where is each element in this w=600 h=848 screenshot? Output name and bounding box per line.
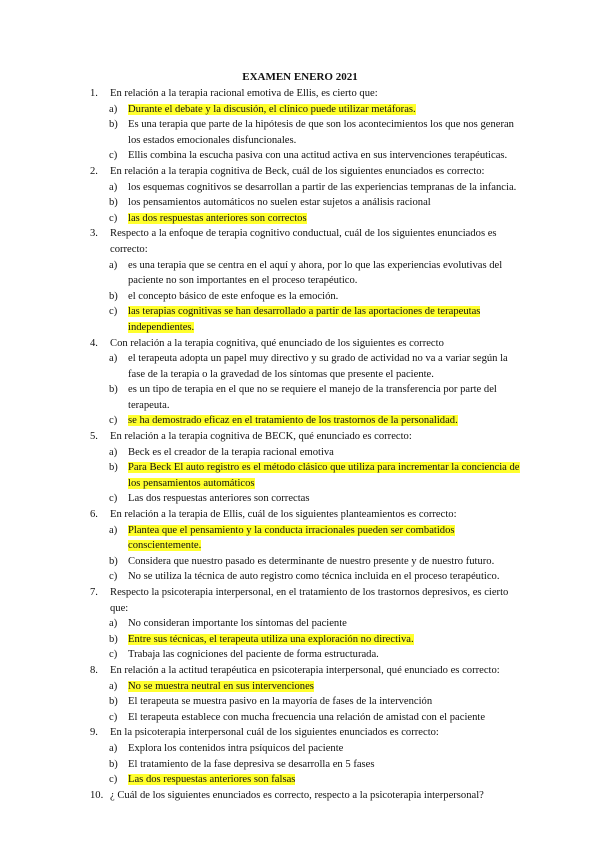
option-letter: a): [109, 181, 118, 193]
option-letter: b): [109, 197, 118, 209]
question-text: En relación a la terapia racional emotiva de Ellis, es cierto que:: [110, 88, 378, 99]
option-text: es un tipo de terapia en el que no se requiere el manejo de la transferencia por parte del terapeuta.: [128, 384, 497, 411]
answer-option: [0, 413, 600, 429]
option-letter: b): [109, 462, 118, 474]
answer-option: [0, 289, 600, 305]
question-item: [0, 725, 600, 741]
question-number: 7.: [90, 587, 98, 598]
question-number: 5.: [90, 431, 98, 443]
option-text: Beck es el creador de la terapia racional emotiva: [128, 446, 334, 458]
answer-option: [0, 445, 600, 461]
answer-option: [0, 258, 600, 289]
question-item: [0, 164, 600, 180]
question-item: [0, 336, 600, 352]
answer-option: [0, 491, 600, 507]
question-text: Respecto a la enfoque de terapia cognitivo conductual, cuál de los siguientes enunciados es correcto:: [110, 228, 497, 255]
highlighted-answer-text: Entre sus técnicas, el terapeuta utiliza una exploración no directiva.: [128, 633, 414, 645]
option-text: No consideran importante los síntomas del paciente: [128, 618, 347, 630]
question-number: 6.: [90, 509, 98, 521]
option-text: el terapeuta adopta un papel muy directivo y su grado de actividad no va a variar según la fase de la terapia o la gravedad de los síntomas que presente el paciente.: [128, 353, 508, 380]
answer-option: [0, 741, 600, 757]
question-list: [0, 86, 600, 803]
question-text: En relación a la actitud terapéutica en psicoterapia interpersonal, qué enunciado es correcto:: [110, 664, 500, 676]
option-letter: c): [109, 493, 118, 505]
question-text: Con relación a la terapia cognitiva, qué enunciado de los siguientes es correcto: [110, 337, 444, 349]
highlighted-answer-text: se ha demostrado eficaz en el tratamiento de los trastornos de la personalidad.: [128, 415, 458, 427]
option-letter: b): [109, 758, 118, 770]
answer-option: [0, 647, 600, 663]
option-letter: a): [109, 524, 118, 536]
exam-title: EXAMEN ENERO 2021: [242, 71, 358, 83]
question-item: [0, 663, 600, 679]
question-item: [0, 86, 600, 102]
option-letter: c): [109, 649, 118, 661]
question-number: 8.: [90, 664, 98, 676]
answer-option: [0, 148, 600, 164]
answer-option: [0, 351, 600, 382]
answer-option: [0, 211, 600, 227]
answer-option: [0, 460, 600, 491]
question-item: [0, 429, 600, 445]
option-letter: a): [109, 259, 118, 271]
option-text: Las dos respuestas anteriores son correctas: [128, 493, 310, 505]
option-letter: c): [109, 150, 118, 162]
option-letter: a): [109, 618, 118, 630]
option-letter: b): [109, 119, 118, 131]
answer-option: [0, 632, 600, 648]
option-letter: a): [109, 353, 118, 365]
answer-option: [0, 180, 600, 196]
option-text: El terapeuta establece con mucha frecuencia una relación de amistad con el paciente: [128, 711, 486, 723]
highlighted-answer-text: las terapias cognitivas se han desarrollado a partir de las aportaciones de terapeutas independientes.: [128, 306, 481, 333]
answer-option: [0, 195, 600, 211]
answer-option: [0, 710, 600, 726]
option-letter: a): [109, 680, 118, 692]
option-letter: b): [109, 696, 118, 708]
option-letter: a): [109, 742, 118, 754]
question-item: [0, 226, 600, 257]
answer-option: [0, 679, 600, 695]
answer-option: [0, 382, 600, 413]
highlighted-answer-text: Las dos respuestas anteriores son falsas: [128, 774, 296, 786]
answer-option: [0, 616, 600, 632]
question-text: En relación a la terapia de Ellis, cuál de los siguientes planteamientos es correcto:: [110, 509, 457, 521]
option-letter: a): [109, 103, 118, 115]
option-text: Trabaja las cogniciones del paciente de forma estructurada.: [128, 649, 379, 661]
question-text: Respecto la psicoterapia interpersonal, en el tratamiento de los trastornos depresivos, es cierto que:: [110, 587, 509, 614]
question-number: 1.: [90, 88, 98, 99]
answer-option: [0, 757, 600, 773]
answer-option: [0, 304, 600, 335]
option-text: los esquemas cognitivos se desarrollan a partir de las experiencias tempranas de la infancia.: [128, 181, 517, 193]
option-letter: b): [109, 555, 118, 567]
question-text: En relación a la terapia cognitiva de Beck, cuál de los siguientes enunciados es correcto:: [110, 165, 485, 177]
highlighted-answer-text: Para Beck El auto registro es el método clásico que utiliza para incrementar la conciencia de los pensamientos automáticos: [128, 462, 520, 489]
answer-option: [0, 554, 600, 570]
answer-option: [0, 772, 600, 788]
question-number: 3.: [90, 228, 98, 240]
highlighted-answer-text: No se muestra neutral en sus intervenciones: [128, 680, 314, 692]
question-item: [0, 507, 600, 523]
option-letter: c): [109, 774, 118, 786]
option-text: es una terapia que se centra en el aquí y ahora, por lo que las experiencias evolutivas del paciente no son importantes en el proceso terapéutico.: [128, 259, 503, 287]
question-text: En relación a la terapia cognitiva de BECK, qué enunciado es correcto:: [110, 431, 412, 443]
highlighted-answer-text: las dos respuestas anteriores son correctos: [128, 212, 307, 224]
option-text: No se utiliza la técnica de auto registro como técnica incluida en el proceso terapéutico.: [128, 571, 500, 583]
highlighted-answer-text: Plantea que el pensamiento y la conducta irracionales pueden ser combatidos conscientemente.: [128, 524, 455, 552]
option-text: El terapeuta se muestra pasivo en la mayoría de fases de la intervención: [128, 696, 433, 708]
option-letter: b): [109, 290, 118, 302]
answer-option: [0, 523, 600, 554]
question-item: [0, 585, 600, 616]
option-letter: b): [109, 384, 118, 396]
answer-option: [0, 694, 600, 710]
question-number: 10.: [90, 789, 104, 801]
answer-option: [0, 117, 600, 148]
question-text: ¿ Cuál de los siguientes enunciados es correcto, respecto a la psicoterapia interpersonal?: [110, 789, 484, 801]
question-number: 9.: [90, 727, 98, 739]
option-letter: c): [109, 306, 118, 318]
question-text: En la psicoterapia interpersonal cuál de los siguientes enunciados es correcto:: [110, 727, 439, 739]
option-text: los pensamientos automáticos no suelen estar sujetos a análisis racional: [128, 197, 431, 209]
highlighted-answer-text: Durante el debate y la discusión, el clínico puede utilizar metáforas.: [128, 103, 416, 115]
question-item: [0, 788, 600, 804]
option-text: Explora los contenidos intra psíquicos del paciente: [128, 742, 344, 754]
option-letter: c): [109, 571, 118, 583]
option-letter: a): [109, 446, 118, 458]
option-letter: b): [109, 633, 118, 645]
option-letter: c): [109, 415, 118, 427]
option-text: Ellis combina la escucha pasiva con una actitud activa en sus intervenciones terapéuticas.: [128, 150, 508, 162]
option-text: Es una terapia que parte de la hipótesis de que son los acontecimientos los que nos generan los estados emocionales disfuncionales.: [128, 119, 514, 146]
question-number: 4.: [90, 337, 98, 349]
option-text: El tratamiento de la fase depresiva se desarrolla en 5 fases: [128, 758, 375, 770]
answer-option: [0, 569, 600, 585]
answer-option: [0, 102, 600, 118]
option-letter: c): [109, 212, 118, 224]
option-text: el concepto básico de este enfoque es la emoción.: [128, 290, 339, 302]
option-text: Considera que nuestro pasado es determinante de nuestro presente y de nuestro futuro.: [128, 555, 495, 567]
question-number: 2.: [90, 165, 98, 177]
option-letter: c): [109, 711, 118, 723]
